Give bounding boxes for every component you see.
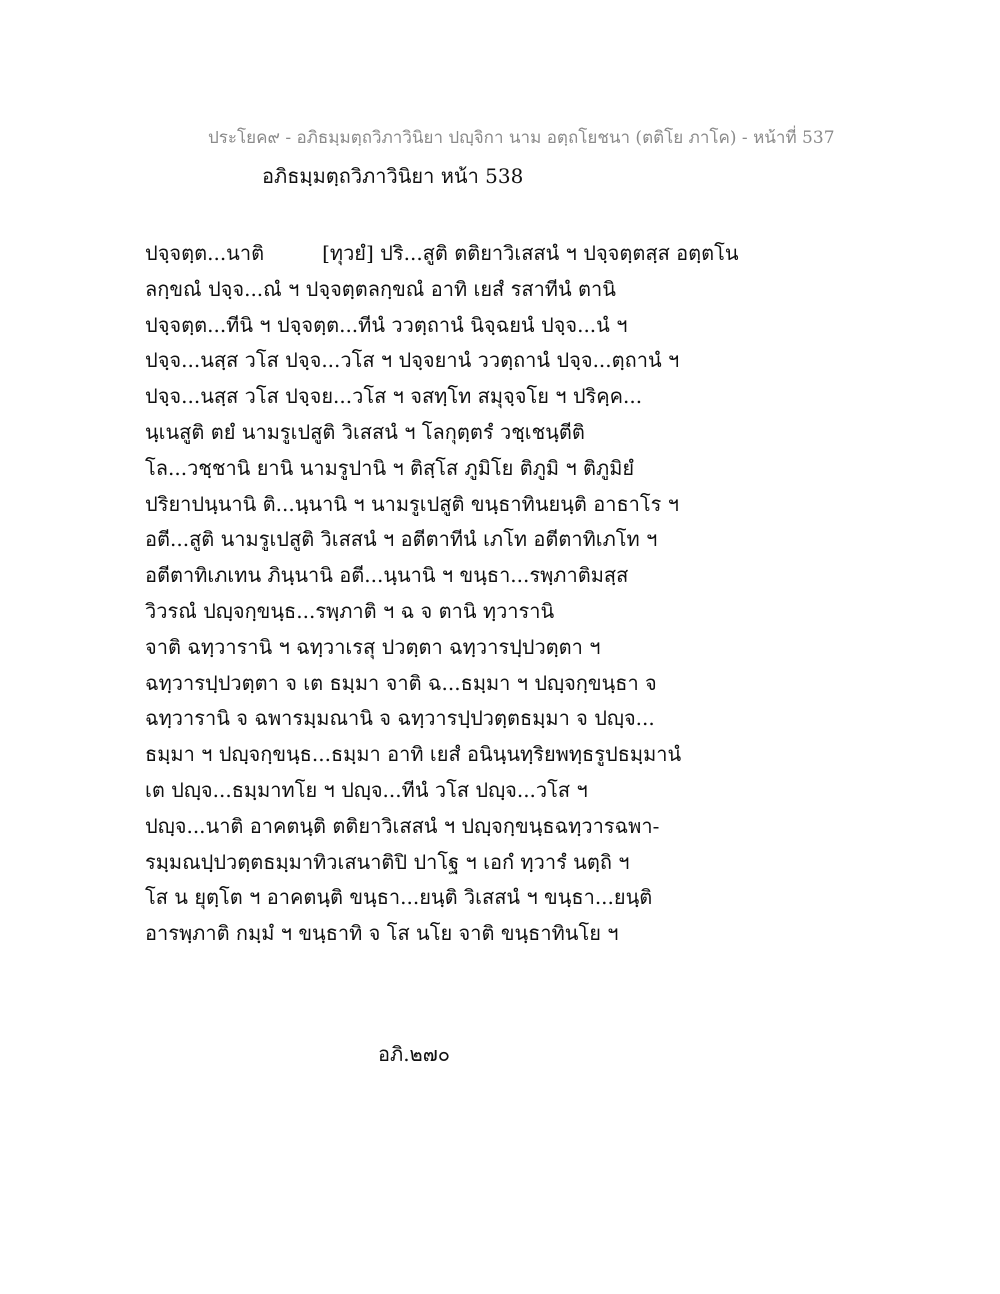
text-line: รมฺมณปฺปวตฺตธมฺมาทิวเสนาติปิ ปาโฐ ฯ เอกํ ทฺวารํ นตฺถิ ฯ	[145, 849, 630, 874]
text-line: จาติ ฉทฺวารานิ ฯ ฉทฺวาเรสุ ปวตฺตา ฉทฺวารปฺปวตฺตา ฯ	[145, 634, 601, 659]
text-line: นฺเนสูติ ตยํ นามรูเปสูติ วิเสสนํ ฯ โลกุตฺตรํ วชฺเชนฺตีติ	[145, 419, 585, 444]
line-lemma: ปจฺจตฺต...นาติ	[145, 241, 265, 265]
text-line: อารพฺภาติ กมฺมํ ฯ ขนฺธาทิ จ โส นโย จาติ ขนฺธาทินโย ฯ	[145, 921, 619, 946]
text-line: ปจฺจ...นสฺส วโส ปจฺจย...วโส ฯ จสทฺโท สมุจฺจโย ฯ ปริคฺค...	[145, 384, 643, 409]
body-text	[145, 236, 865, 952]
text-line: เต ปญฺจ...ธมฺมาทโย ฯ ปญฺจ...ทีนํ วโส ปญฺจ...วโส ฯ	[145, 777, 588, 802]
text-line: ปริยาปนฺนานิ ติ...นฺนานิ ฯ นามรูเปสูติ ขนฺธาทินยนฺติ อาธาโร ฯ	[145, 491, 679, 516]
text-line: ปญฺจ...นาติ อาคตนฺติ ตติยาวิเสสนํ ฯ ปญฺจกฺขนฺธฉทฺวารฉพา-	[145, 813, 660, 838]
running-header: ประโยค๙ - อภิธมฺมตฺถวิภาวินิยา ปญฺจิกา นาม อตฺถโยชนา (ตติโย ภาโค) - หน้าที่ 537	[208, 128, 835, 148]
text-line: ฉทฺวารานิ จ ฉพารมฺมณานิ จ ฉทฺวารปฺปวตฺตธมฺมา จ ปญฺจ...	[145, 706, 655, 731]
page-footer-code: อภิ.๒๗๐	[378, 1042, 450, 1066]
text-line: อตีตาทิเภเทน ภินฺนานิ อตี...นฺนานิ ฯ ขนฺธา...รพฺภาติมสฺส	[145, 563, 629, 588]
line-commentary: [ทุวยํ] ปริ...สูติ ตติยาวิเสสนํ ฯ ปจฺจตฺตสฺส อตฺตโน	[322, 241, 739, 265]
text-line: ปจฺจตฺต...ทีนิ ฯ ปจฺจตฺต...ทีนํ ววตฺถานํ นิจฺฉยนํ ปจฺจ...นํ ฯ	[145, 312, 628, 337]
page-title: อภิธมฺมตฺถวิภาวินิยา หน้า 538	[262, 164, 524, 188]
text-line	[145, 236, 865, 272]
text-line: วิวรณํ ปญฺจกฺขนฺธ...รพฺภาติ ฯ ฉ จ ตานิ ทฺวารานิ	[145, 598, 555, 623]
text-line: อตี...สูติ นามรูเปสูติ วิเสสนํ ฯ อตีตาทีนํ เภโท อตีตาทิเภโท ฯ	[145, 527, 658, 552]
text-line: ฉทฺวารปฺปวตฺตา จ เต ธมฺมา จาติ ฉ...ธมฺมา ฯ ปญฺจกฺขนฺธา จ	[145, 670, 657, 695]
text-line: โส น ยุตฺโต ฯ อาคตนฺติ ขนฺธา...ยนฺติ วิเสสนํ ฯ ขนฺธา...ยนฺติ	[145, 885, 653, 910]
text-line: ลกฺขณํ ปจฺจ...ณํ ฯ ปจฺจตฺตลกฺขณํ อาทิ เยสํ รสาทีนํ ตานิ	[145, 276, 616, 301]
text-line: โล...วชฺชานิ ยานิ นามรูปานิ ฯ ติสฺโส ภูมิโย ติภูมิ ฯ ติภูมิยํ	[145, 455, 635, 480]
text-line: ธมฺมา ฯ ปญฺจกฺขนฺธ...ธมฺมา อาทิ เยสํ อนินฺนทฺริยพทฺธรูปธมฺมานํ	[145, 742, 682, 767]
text-line: ปจฺจ...นสฺส วโส ปจฺจ...วโส ฯ ปจฺจยานํ ววตฺถานํ ปจฺจ...ตฺถานํ ฯ	[145, 348, 680, 373]
